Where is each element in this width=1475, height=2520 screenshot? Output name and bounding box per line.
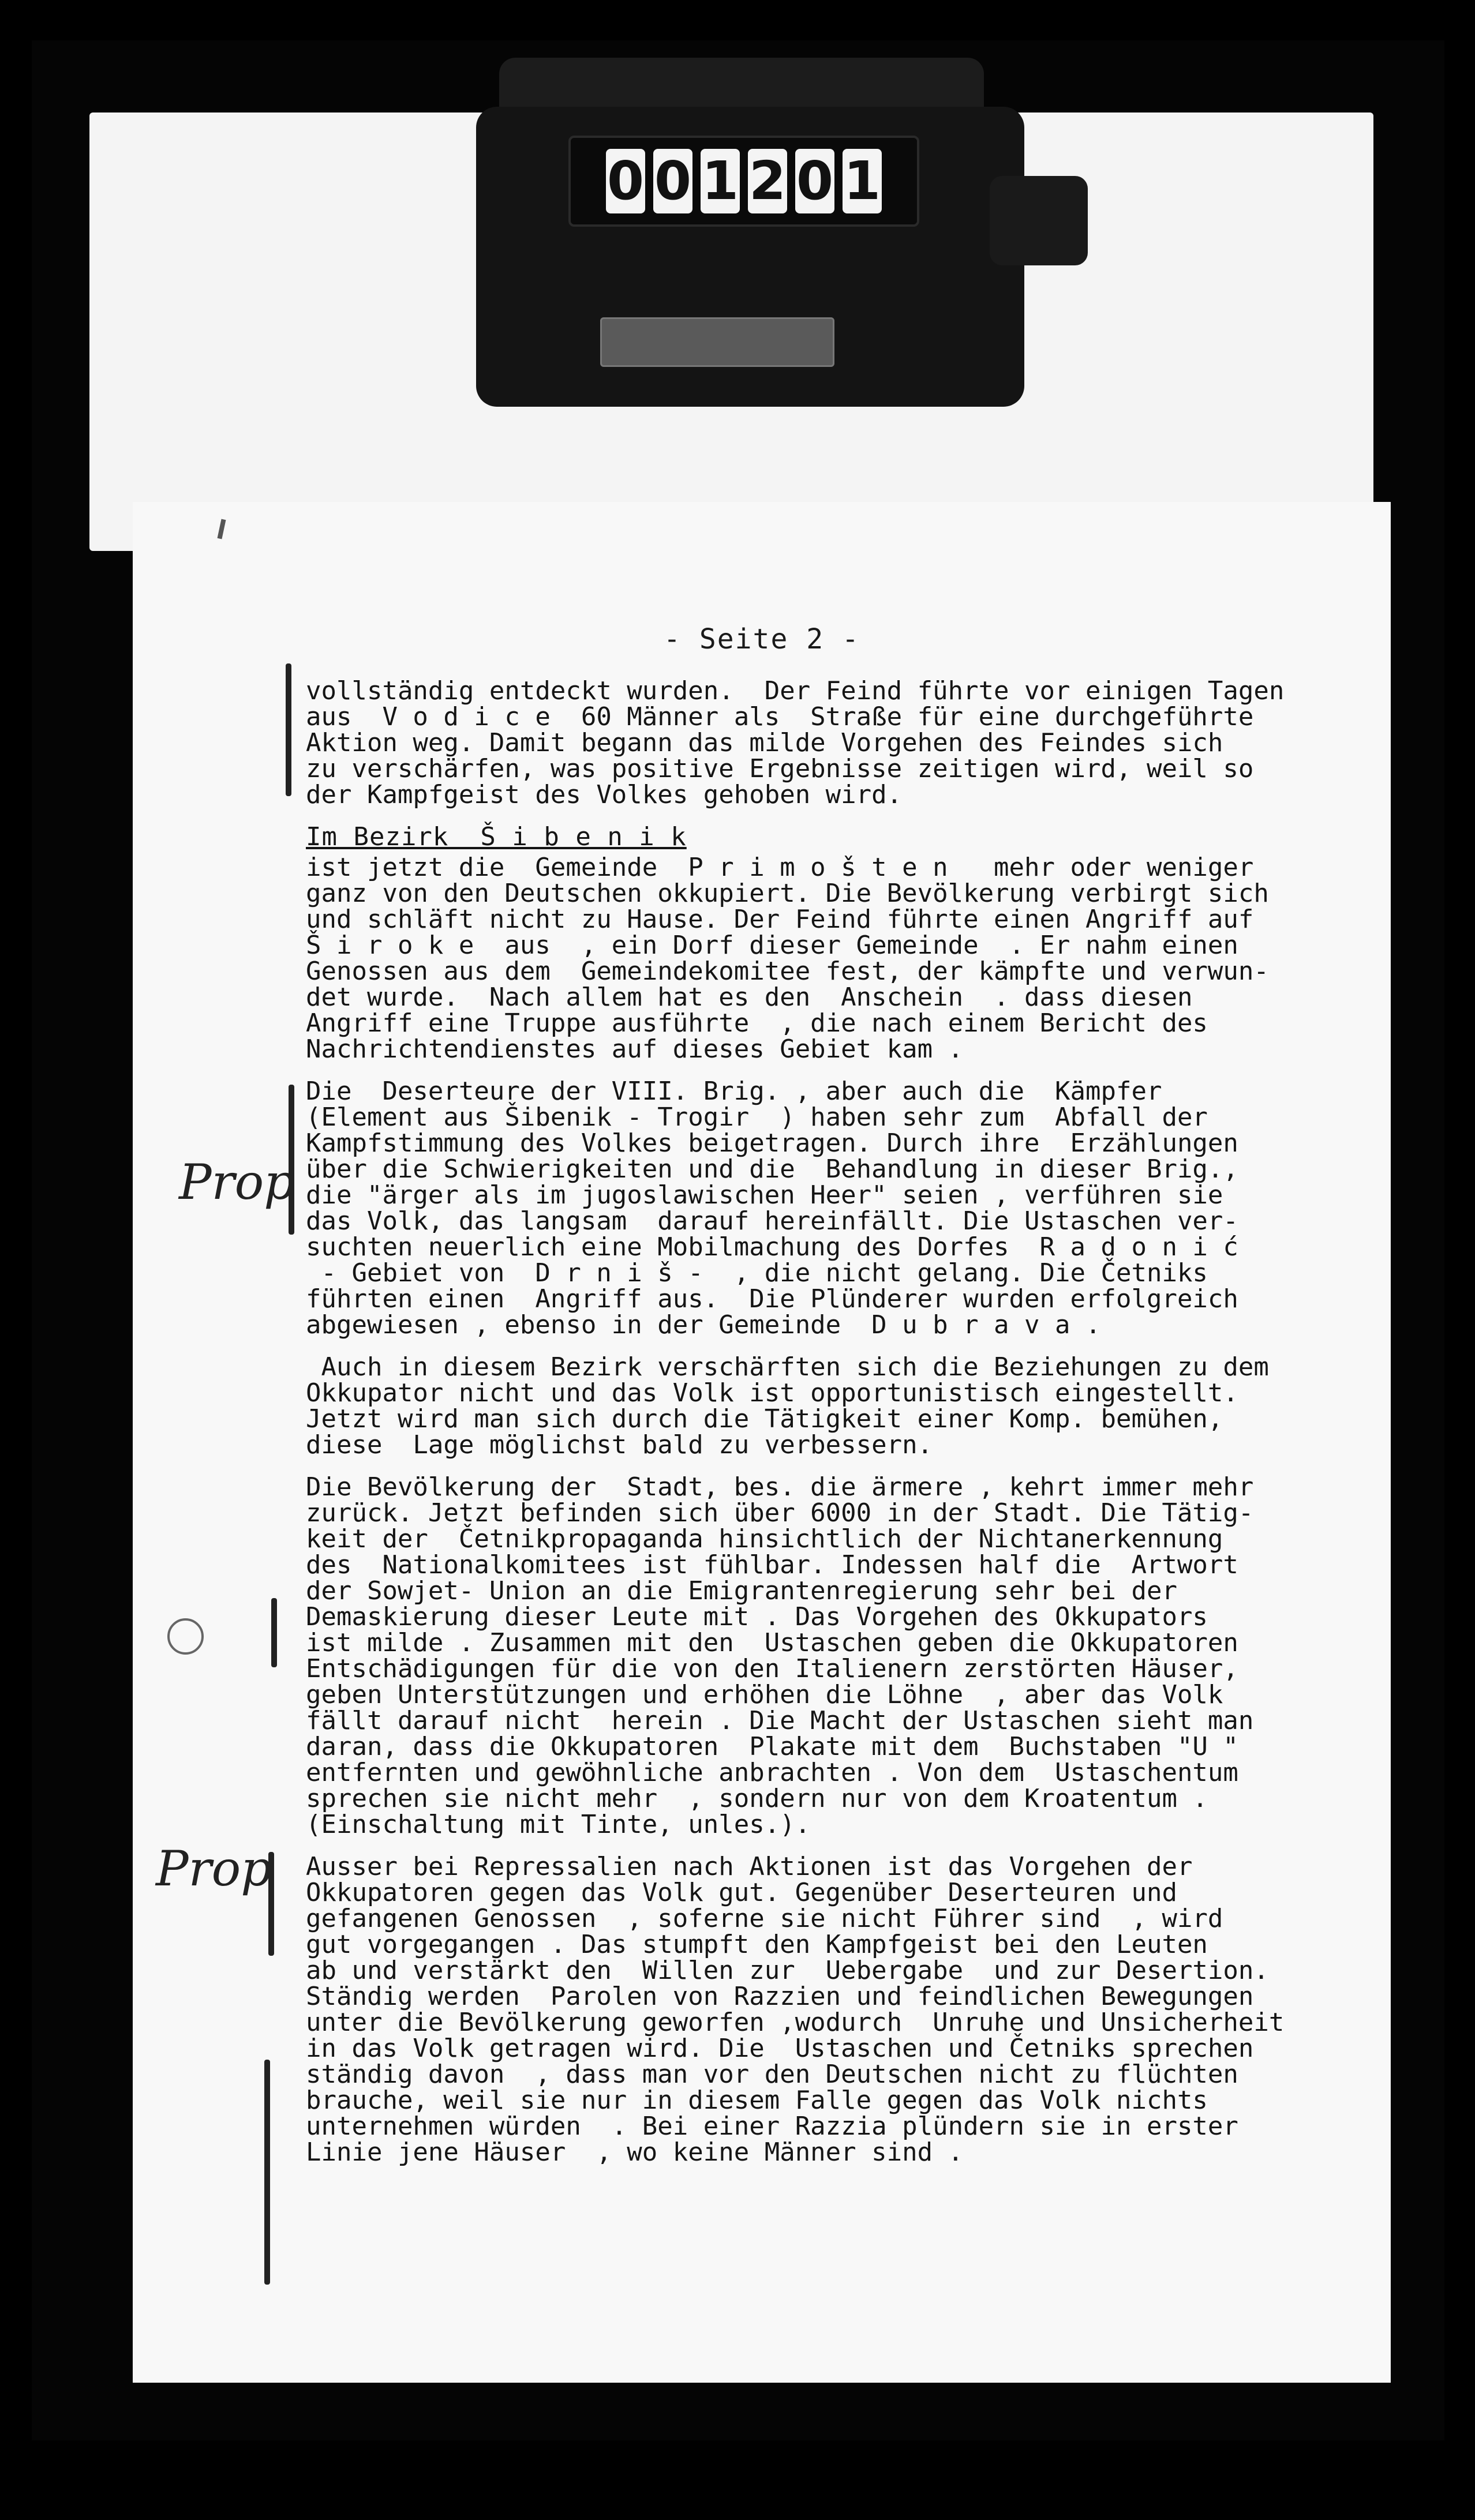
text-line: das Volk, das langsam darauf hereinfällt. Die Ustaschen ver- bbox=[306, 1206, 1238, 1236]
counter-knob bbox=[990, 176, 1088, 265]
text-line: Die Bevölkerung der Stadt, bes. die ärmere , kehrt immer mehr bbox=[306, 1472, 1254, 1502]
paragraph bbox=[306, 1474, 1339, 1837]
text-line: zu verschärfen, was positive Ergebnisse zeitigen wird, weil so bbox=[306, 754, 1254, 783]
counter-digit: 0 bbox=[653, 149, 692, 213]
text-line: in das Volk getragen wird. Die Ustaschen und Četniks sprechen bbox=[306, 2034, 1254, 2063]
text-line: vollständig entdeckt wurden. Der Feind führte vor einigen Tagen bbox=[306, 676, 1285, 706]
counter-digit: 1 bbox=[843, 149, 882, 213]
text-line: über die Schwierigkeiten und die Behandlung in dieser Brig., bbox=[306, 1154, 1238, 1184]
text-line: geben Unterstützungen und erhöhen die Löhne , aber das Volk bbox=[306, 1680, 1223, 1709]
text-line: die "ärger als im jugoslawischen Heer" seien , verführen sie bbox=[306, 1180, 1223, 1210]
page-header: - Seite 2 - bbox=[664, 623, 860, 655]
text-line: - Gebiet von D r n i š - , die nicht gelang. Die Četniks bbox=[306, 1258, 1208, 1288]
text-line: ab und verstärkt den Willen zur Uebergabe und zur Desertion. bbox=[306, 1956, 1269, 1985]
text-line: Genossen aus dem Gemeindekomitee fest, der kämpfte und verwun- bbox=[306, 957, 1269, 986]
text-line: entfernten und gewöhnliche anbrachten . Von dem Ustaschentum bbox=[306, 1758, 1238, 1787]
text-line: aus V o d i c e 60 Männer als Straße für eine durchgeführte bbox=[306, 702, 1254, 732]
text-line: unternehmen würden . Bei einer Razzia plündern sie in erster bbox=[306, 2112, 1238, 2141]
text-line: ist jetzt die Gemeinde P r i m o š t e n mehr oder weniger bbox=[306, 853, 1254, 882]
text-line: Ständig werden Parolen von Razzien und feindlichen Bewegungen bbox=[306, 1982, 1254, 2011]
text-line: Angriff eine Truppe ausführte , die nach einem Bericht des bbox=[306, 1008, 1208, 1038]
corner-mark bbox=[218, 519, 226, 539]
margin-bar bbox=[264, 2060, 270, 2285]
text-line: (Einschaltung mit Tinte, unles.). bbox=[306, 1810, 811, 1839]
document-body bbox=[306, 678, 1339, 2181]
text-line: Aktion weg. Damit begann das milde Vorgehen des Feindes sich bbox=[306, 728, 1223, 757]
text-line: Ausser bei Repressalien nach Aktionen ist das Vorgehen der bbox=[306, 1852, 1193, 1881]
counter-digit: 0 bbox=[606, 149, 645, 213]
text-line: Okkupatoren gegen das Volk gut. Gegenüber Deserteuren und bbox=[306, 1878, 1177, 1907]
text-line: Š i r o k e aus , ein Dorf dieser Gemeinde . Er nahm einen bbox=[306, 931, 1238, 960]
text-line: Nachrichtendienstes auf dieses Gebiet kam . bbox=[306, 1034, 964, 1064]
text-line: der Sowjet- Union an die Emigrantenregierung sehr bei der bbox=[306, 1576, 1177, 1606]
margin-bar bbox=[286, 663, 291, 796]
margin-note: Prop bbox=[179, 1154, 295, 1210]
margin-circle bbox=[167, 1618, 204, 1655]
text-line: sprechen sie nicht mehr , sondern nur von dem Kroatentum . bbox=[306, 1784, 1208, 1813]
text-line: fällt darauf nicht herein . Die Macht der Ustaschen sieht man bbox=[306, 1706, 1254, 1735]
section-heading bbox=[306, 824, 1339, 850]
text-line: brauche, weil sie nur in diesem Falle gegen das Volk nichts bbox=[306, 2086, 1208, 2115]
paragraph bbox=[306, 678, 1339, 808]
counter-window bbox=[568, 136, 919, 227]
counter-label-plate bbox=[600, 317, 834, 367]
document-page bbox=[133, 502, 1391, 2383]
text-line: diese Lage möglichst bald zu verbessern. bbox=[306, 1430, 933, 1460]
text-line: gefangenen Genossen , soferne sie nicht Führer sind , wird bbox=[306, 1904, 1223, 1933]
text-line: det wurde. Nach allem hat es den Anschein . dass diesen bbox=[306, 982, 1193, 1012]
text-line: führten einen Angriff aus. Die Plünderer wurden erfolgreich bbox=[306, 1284, 1238, 1314]
margin-note: Prop bbox=[156, 1840, 272, 1897]
text-line: Auch in diesem Bezirk verschärften sich die Beziehungen zu dem bbox=[306, 1352, 1269, 1382]
text-line: Demaskierung dieser Leute mit . Das Vorgehen des Okkupators bbox=[306, 1602, 1208, 1632]
text-line: daran, dass die Okkupatoren Plakate mit dem Buchstaben "U " bbox=[306, 1732, 1238, 1761]
text-line: (Element aus Šibenik - Trogir ) haben sehr zum Abfall der bbox=[306, 1102, 1208, 1132]
text-line: und schläft nicht zu Hause. Der Feind führte einen Angriff auf bbox=[306, 905, 1254, 934]
frame-counter-device bbox=[465, 58, 1088, 415]
text-line: Die Deserteure der VIII. Brig. , aber auch die Kämpfer bbox=[306, 1077, 1162, 1106]
counter-digit: 2 bbox=[748, 149, 787, 213]
text-line: suchten neuerlich eine Mobilmachung des Dorfes R a d o n i ć bbox=[306, 1232, 1238, 1262]
text-line: gut vorgegangen . Das stumpft den Kampfgeist bei den Leuten bbox=[306, 1930, 1208, 1959]
paragraph bbox=[306, 854, 1339, 1062]
margin-bar bbox=[271, 1598, 277, 1667]
paragraph bbox=[306, 1078, 1339, 1338]
text-line: unter die Bevölkerung geworfen ,wodurch Unruhe und Unsicherheit bbox=[306, 2008, 1285, 2037]
paragraph bbox=[306, 1854, 1339, 2165]
text-line: Im Bezirk Š i b e n i k bbox=[306, 822, 687, 852]
counter-digit: 1 bbox=[701, 149, 740, 213]
text-line: keit der Četnikpropaganda hinsichtlich der Nichtanerkennung bbox=[306, 1524, 1223, 1554]
text-line: Entschädigungen für die von den Italienern zerstörten Häuser, bbox=[306, 1654, 1238, 1683]
text-line: ganz von den Deutschen okkupiert. Die Bevölkerung verbirgt sich bbox=[306, 879, 1269, 908]
text-line: abgewiesen , ebenso in der Gemeinde D u b r a v a . bbox=[306, 1310, 1101, 1340]
text-line: ist milde . Zusammen mit den Ustaschen geben die Okkupatoren bbox=[306, 1628, 1238, 1657]
paragraph bbox=[306, 1354, 1339, 1458]
text-line: Linie jene Häuser , wo keine Männer sind . bbox=[306, 2138, 964, 2167]
counter-digit: 0 bbox=[795, 149, 834, 213]
text-line: Okkupator nicht und das Volk ist opportunistisch eingestellt. bbox=[306, 1378, 1238, 1408]
text-line: Kampfstimmung des Volkes beigetragen. Durch ihre Erzählungen bbox=[306, 1128, 1238, 1158]
text-line: ständig davon , dass man vor den Deutschen nicht zu flüchten bbox=[306, 2060, 1238, 2089]
text-line: des Nationalkomitees ist fühlbar. Indessen half die Artwort bbox=[306, 1550, 1238, 1580]
text-line: zurück. Jetzt befinden sich über 6000 in der Stadt. Die Tätig- bbox=[306, 1498, 1254, 1528]
text-line: Jetzt wird man sich durch die Tätigkeit einer Komp. bemühen, bbox=[306, 1404, 1223, 1434]
text-line: der Kampfgeist des Volkes gehoben wird. bbox=[306, 780, 903, 809]
